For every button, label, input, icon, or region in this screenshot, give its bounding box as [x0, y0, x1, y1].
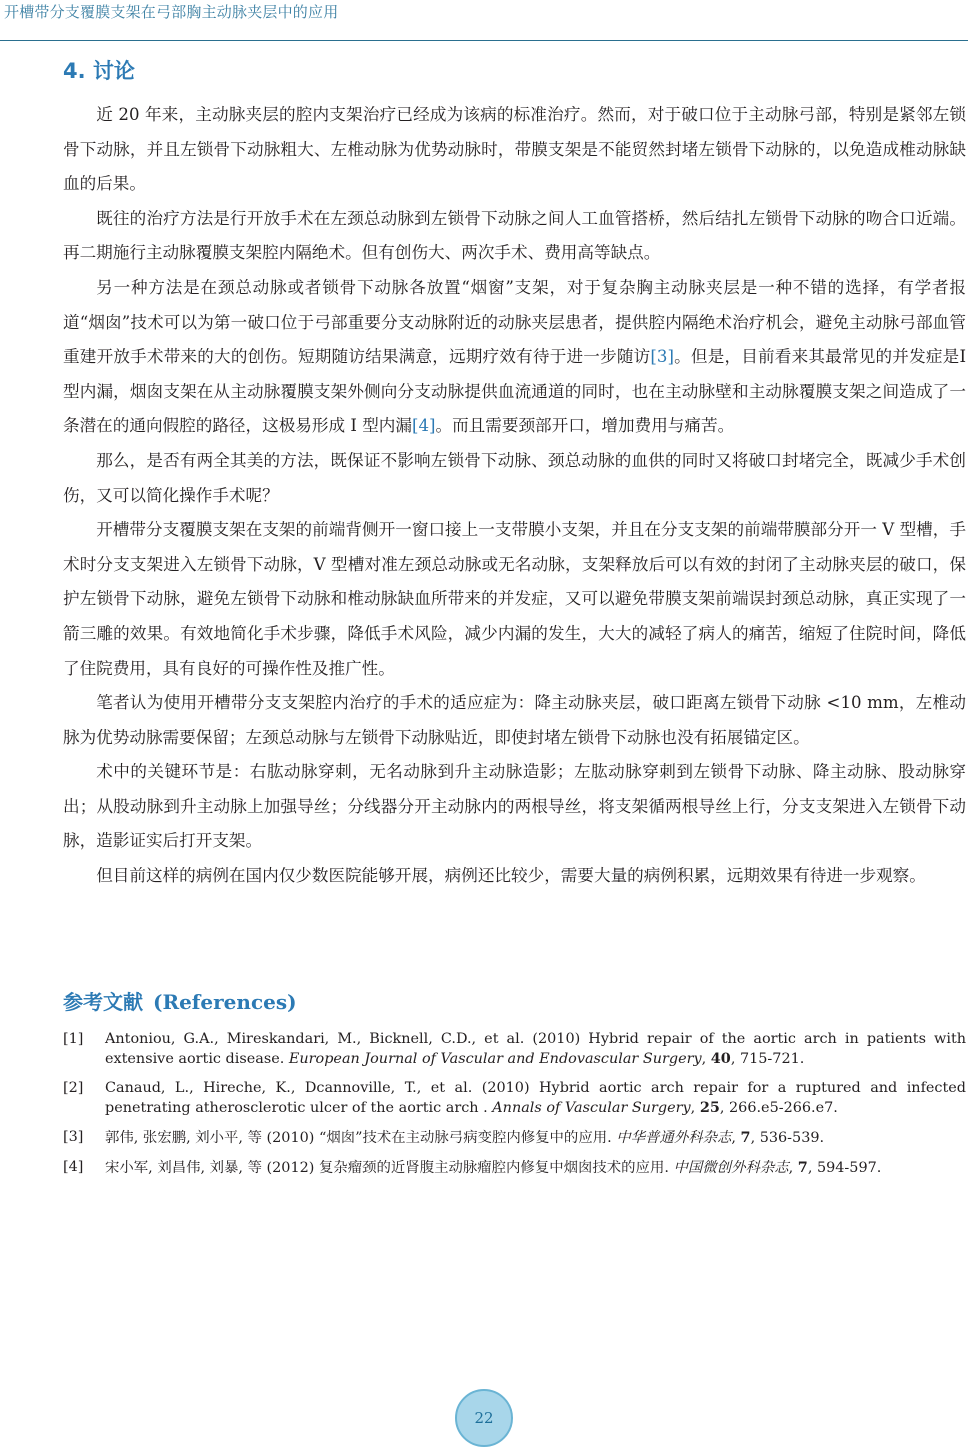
reference-volume: 40 — [710, 1050, 731, 1067]
paragraph: 既往的治疗方法是行开放手术在左颈总动脉到左锁骨下动脉之间人工血管搭桥，然后结扎左锁骨下动脉的吻合口近端。再二期施行主动脉覆膜支架腔内隔绝术。但有创伤大、两次手术、费用高等缺点。 — [63, 208, 966, 263]
paragraph-text: 另一种方法是在颈总动脉或者锁骨下动脉各放置“烟窗”支架，对于复杂胸主动脉夹层是一种不错的选择，有学者报道“烟囱”技术可以为第一破口位于弓部重要分支动脉附近的动脉夹层患者，提供腔内隔绝术治疗机会，避免主动脉弓部血管重建开放手术带来的大的创伤。短期随访结果满意，远期疗效有待于进一步随访 — [63, 277, 966, 367]
reference-separator: , — [701, 1051, 711, 1067]
reference-journal: European Journal of Vascular and Endovascular Surgery — [288, 1051, 702, 1067]
reference-pages: , 715-721. — [730, 1051, 805, 1067]
reference-number: [2] — [63, 1080, 84, 1096]
reference-journal: 中华普通外科杂志 — [616, 1130, 732, 1146]
reference-text: 郭伟, 张宏鹏, 刘小平, 等 (2010) “烟囱”技术在主动脉弓病变腔内修复中的应用. — [105, 1130, 617, 1146]
paragraph-text: 。而且需要颈部开口，增加费用与痛苦。 — [435, 416, 735, 436]
discussion-body — [63, 98, 966, 894]
references-heading — [63, 986, 297, 1015]
reference-list — [63, 1030, 966, 1188]
references-heading-cn: 参考文献 — [63, 990, 143, 1014]
reference-journal: Annals of Vascular Surgery — [492, 1100, 691, 1116]
reference-item — [63, 1030, 966, 1069]
paragraph: 笔者认为使用开槽带分支支架腔内治疗的手术的适应症为：降主动脉夹层，破口距离左锁骨下动脉 <10 mm，左椎动脉为优势动脉需要保留；左颈总动脉与左锁骨下动脉贴近，即使封堵左锁骨下动脉也没有拓展锚定区。 — [63, 693, 966, 747]
running-header — [0, 0, 968, 41]
reference-pages: , 594-597. — [807, 1160, 882, 1176]
reference-text: Antoniou, G.A., Mireskandari, M., Bicknell, C.D., et al. (2010) Hybrid repair of the aortic arch in patients with extensive aortic disease. — [105, 1031, 966, 1067]
page-number-badge — [455, 1389, 513, 1447]
section-heading: 4. 讨论 — [63, 59, 135, 83]
reference-pages: , 266.e5-266.e7. — [719, 1100, 838, 1116]
reference-volume: 7 — [740, 1129, 751, 1146]
reference-volume: 7 — [797, 1159, 808, 1176]
paragraph: 近 20 年来，主动脉夹层的腔内支架治疗已经成为该病的标准治疗。然而，对于破口位于主动脉弓部，特别是紧邻左锁骨下动脉，并且左锁骨下动脉粗大、左椎动脉为优势动脉时，带膜支架是不能贸然封堵左锁骨下动脉的，以免造成椎动脉缺血的后果。 — [63, 105, 966, 194]
paragraph: 但目前这样的病例在国内仅少数医院能够开展，病例还比较少，需要大量的病例积累，远期效果有待进一步观察。 — [96, 866, 926, 886]
reference-volume: 25 — [699, 1099, 720, 1116]
references-heading-en: (References) — [153, 990, 297, 1014]
reference-separator: , — [731, 1130, 741, 1146]
reference-separator: , — [788, 1160, 798, 1176]
citation-link[interactable]: [3] — [650, 347, 674, 367]
paragraph: 那么，是否有两全其美的方法，既保证不影响左锁骨下动脉、颈总动脉的血供的同时又将破口封堵完全，既减少手术创伤，又可以简化操作手术呢？ — [63, 450, 966, 505]
reference-number: [4] — [63, 1159, 84, 1175]
reference-number: [3] — [63, 1129, 84, 1145]
reference-item — [63, 1158, 966, 1178]
page-number: 22 — [474, 1409, 494, 1427]
reference-journal: 中国微创外科杂志 — [673, 1160, 789, 1176]
reference-text: 宋小军, 刘昌伟, 刘暴, 等 (2012) 复杂瘤颈的近肾腹主动脉瘤腔内修复中烟囱技术的应用. — [105, 1160, 674, 1176]
paragraph-text: 。但是，目前看来其最常见的并发症是Ⅰ型内漏，烟囱支架在从主动脉覆膜支架外侧向分支动脉提供血流通道的同时，也在主动脉壁和主动脉覆膜支架之间造成了一条潜在的通向假腔的路径，这极易形成 I 型内漏 — [63, 347, 966, 436]
paragraph: 开槽带分支覆膜支架在支架的前端背侧开一窗口接上一支带膜小支架，并且在分支支架的前端带膜部分开一 V 型槽，手术时分支支架进入左锁骨下动脉，V 型槽对准左颈总动脉或无名动脉，支架释放后可以有效的封闭了主动脉夹层的破口，保护左锁骨下动脉，避免左锁骨下动脉和椎动脉缺血所带来的并发症，又可以避免带膜支架前端误封颈总动脉，真正实现了一箭三雕的效果。有效地简化手术步骤，降低手术风险，减少内漏的发生，大大的减轻了病人的痛苦，缩短了住院时间，降低了住院费用，具有良好的可操作性及推广性。 — [63, 520, 966, 678]
paragraph: 术中的关键环节是：右肱动脉穿刺，无名动脉到升主动脉造影；左肱动脉穿刺到左锁骨下动脉、降主动脉、股动脉穿出；从股动脉到升主动脉上加强导丝；分线器分开主动脉内的两根导丝，将支架循两根导丝上行，分支支架进入左锁骨下动脉，造影证实后打开支架。 — [63, 762, 966, 851]
paragraph — [63, 271, 966, 444]
reference-item — [63, 1128, 966, 1148]
reference-separator: , — [690, 1100, 700, 1116]
citation-link[interactable]: [4] — [411, 416, 436, 436]
reference-item — [63, 1079, 966, 1118]
reference-pages: , 536-539. — [750, 1130, 825, 1146]
reference-text: Canaud, L., Hireche, K., Dcannoville, T., et al. (2010) Hybrid aortic arch repair for a ruptured and infected penetrating atherosclerotic ulcer of the aortic arch . — [105, 1080, 966, 1116]
running-title: 开槽带分支覆膜支架在弓部胸主动脉夹层中的应用 — [4, 3, 339, 21]
reference-number: [1] — [63, 1031, 84, 1047]
